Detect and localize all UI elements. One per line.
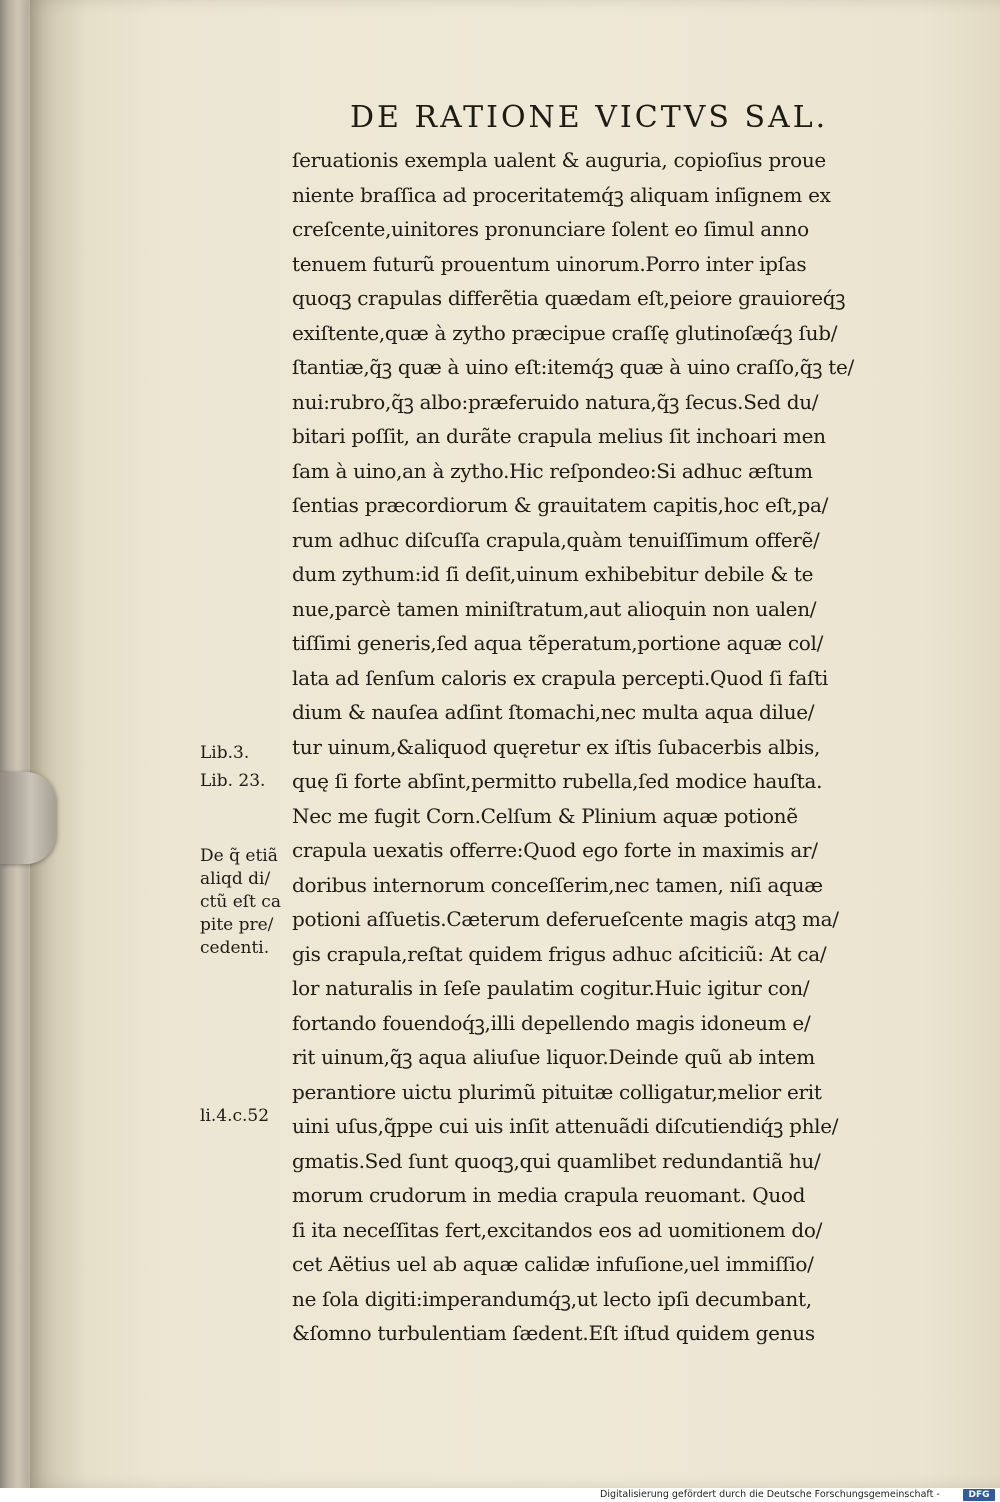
body-text-block — [292, 143, 922, 1351]
book-clasp — [0, 772, 56, 864]
text-line: cet Aëtius uel ab aquæ calidæ infuſione,uel immiſſio/ — [292, 1252, 814, 1276]
text-line: nue,parcè tamen miniſtratum,aut alioquin non ualen/ — [292, 596, 817, 621]
text-line: fortando fouendoq́ꝫ,illi depellendo magis idoneum e/ — [292, 1010, 811, 1035]
margin-note-lib23: Lib. 23. — [200, 771, 266, 791]
text-line: creſcente,uinitores pronunciare ſolent eo ſimul anno — [292, 217, 809, 241]
text-line: rit uinum,q̃ꝫ aqua aliuſue liquor.Deinde quũ ab intem — [292, 1045, 815, 1069]
text-line: ſentias præcordiorum & grauitatem capitis,hoc eſt,pa/ — [292, 493, 829, 517]
text-line: uini uſus,q̃ppe cui uis inſit attenuãdi diſcutiendiq́ꝫ phle/ — [292, 1114, 839, 1138]
text-line: gmatis.Sed ſunt quoqꝫ,qui quamlibet redundantiã hu/ — [292, 1148, 821, 1173]
text-line: bitari poſſit, an durãte crapula melius ſit inchoari men — [292, 424, 826, 448]
text-line: ſeruationis exempla ualent & auguria, copioſius proue — [292, 148, 826, 172]
margin-note-line: De q̃ etiã — [200, 846, 278, 866]
text-line: potioni aſſuetis.Cæterum deferueſcente magis atqꝫ ma/ — [292, 907, 839, 931]
margin-note-line: ctũ eſt ca — [200, 892, 281, 912]
text-line: ſi ita neceſſitas fert,excitandos eos ad uomitionem do/ — [292, 1217, 823, 1242]
text-line: Nec me fugit Corn.Celſum & Plinium aquæ potionẽ — [292, 803, 798, 828]
text-line: ſam à uino,an à zytho.Hic reſpondeo:Si adhuc æſtum — [292, 458, 813, 483]
text-line: tur uinum,&aliquod quęretur ex iſtis ſubacerbis albis, — [292, 734, 821, 759]
funding-notice: Digitalisierung gefördert durch die Deutsche Forschungsgemeinschaft - — [600, 1489, 940, 1500]
text-line: nui:rubro,q̃ꝫ albo:præferuido natura,q̃ꝫ ſecus.Sed du/ — [292, 389, 819, 414]
margin-note-lib3: Lib.3. — [200, 743, 250, 763]
text-line: gis crapula,reſtat quidem frigus adhuc aſciticiũ: At ca/ — [292, 941, 827, 966]
margin-note-li4: li.4.c.52 — [200, 1106, 270, 1126]
text-line: &ſomno turbulentiam ſædent.Eſt iſtud quidem genus — [292, 1321, 815, 1345]
margin-note-line: cedenti. — [200, 938, 270, 958]
text-line: dum zythum:id ſi deſit,uinum exhibebitur debile & te — [292, 562, 814, 586]
text-line: tenuem futurũ prouentum uinorum.Porro inter ipſas — [292, 251, 807, 276]
text-line: niente braſſica ad proceritatemq́ꝫ aliquam inſignem ex — [292, 182, 831, 207]
text-line: lor naturalis in ſeſe paulatim cogitur.Huic igitur con/ — [292, 976, 810, 1000]
text-line: quoqꝫ crapulas differẽtia quædam eſt,peiore grauioreq́ꝫ — [292, 286, 846, 310]
text-line: exiſtente,quæ à zytho præcipue craſſę glutinoſæq́ꝫ ſub/ — [292, 320, 838, 345]
text-line: rum adhuc diſcuſſa crapula,quàm tenuiſſimum offerẽ/ — [292, 527, 820, 552]
text-line: perantiore uictu plurimũ pituitæ colligatur,melior erit — [292, 1079, 822, 1104]
text-line: tiſſimi generis,ſed aqua tẽperatum,portione aquæ col/ — [292, 631, 824, 655]
margin-note-cross-reference — [200, 845, 295, 960]
text-line: morum crudorum in media crapula reuomant. Quod — [292, 1183, 806, 1207]
text-line: lata ad ſenſum caloris ex crapula percepti.Quod ſi faſti — [292, 665, 828, 690]
text-line: doribus internorum conceſſerim,nec tamen, niſi aquæ — [292, 872, 823, 897]
text-line: ſtantiæ,q̃ꝫ quæ à uino eſt:itemq́ꝫ quæ à uino craſſo,q̃ꝫ te/ — [292, 355, 854, 379]
dfg-logo: DFG — [963, 1489, 995, 1501]
text-line: quę ſi forte abſint,permitto rubella,ſed modice hauſta. — [292, 769, 823, 793]
margin-note-line: pite pre/ — [200, 915, 274, 935]
text-line: ne ſola digiti:imperandumq́ꝫ,ut lecto ipſi decumbant, — [292, 1286, 812, 1311]
margin-note-line: aliqd di/ — [200, 869, 271, 889]
running-head: DE RATIONE VICTVS SAL. — [350, 100, 829, 135]
text-line: dium & nauſea adſint ſtomachi,nec multa aqua dilue/ — [292, 700, 815, 724]
text-line: crapula uexatis offerre:Quod ego forte in maximis ar/ — [292, 838, 818, 862]
